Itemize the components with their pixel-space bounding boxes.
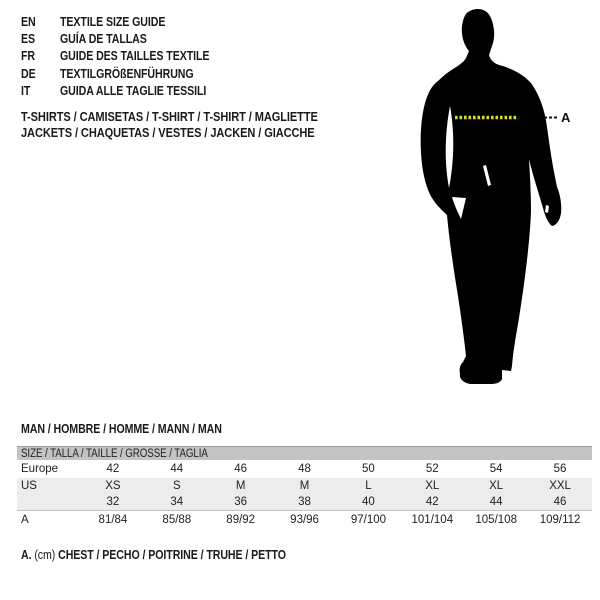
size-cell: XL (400, 478, 464, 494)
size-cell: 109/112 (539, 514, 581, 526)
size-cell: 56 (553, 463, 567, 475)
language-guide-title: GUÍA DE TALLAS (60, 32, 147, 47)
measurement-footnote (21, 548, 333, 562)
table-row-us-numeric (17, 494, 592, 511)
row-label: US (17, 478, 81, 494)
man-silhouette (421, 9, 562, 384)
size-cell: L (337, 478, 401, 494)
size-table-header: SIZE / TALLA / TAILLE / GRÖSSE / TAGLIA (17, 447, 592, 461)
size-cell: 42 (106, 463, 120, 475)
size-cell: 81/84 (98, 514, 128, 526)
size-cell: 105/108 (475, 514, 517, 526)
footnote-text: CHEST / PECHO / POITRINE / TRUHE / PETTO (58, 548, 286, 562)
size-cell: 48 (298, 463, 311, 475)
size-cell: 46 (234, 463, 248, 475)
size-cell: 54 (489, 463, 503, 475)
table-row-europe (17, 460, 592, 478)
size-cell: 52 (425, 463, 439, 475)
language-code: DE (21, 66, 36, 81)
table-row-us (17, 478, 592, 494)
size-cell: 46 (528, 494, 592, 511)
size-cell: M (209, 478, 273, 494)
size-cell: 85/88 (162, 514, 192, 526)
size-cell: XL (464, 478, 528, 494)
language-code: IT (21, 84, 31, 99)
footnote-unit: (cm) (34, 548, 56, 562)
row-label: A (21, 514, 29, 526)
size-cell: M (273, 478, 337, 494)
size-cell: 44 (464, 494, 528, 511)
category-line-tshirts: T-SHIRTS / CAMISETAS / T-SHIRT / T-SHIRT / MAGLIETTE (21, 109, 318, 124)
size-cell: 32 (81, 494, 145, 511)
measure-label-a: A (561, 110, 571, 125)
size-cell: 38 (273, 494, 337, 511)
size-cell: 44 (170, 463, 184, 475)
row-label (17, 494, 81, 511)
size-cell: 42 (400, 494, 464, 511)
table-row-chest-cm (17, 511, 592, 530)
footnote-prefix: A. (21, 548, 32, 562)
size-cell: 36 (209, 494, 273, 511)
section-title-man: MAN / HOMBRE / HOMME / MANN / MAN (21, 422, 222, 436)
size-cell: XS (81, 478, 145, 494)
language-code: ES (21, 32, 36, 47)
size-cell: XXL (528, 478, 592, 494)
size-cell: 93/96 (290, 514, 319, 526)
size-cell: 97/100 (350, 514, 387, 526)
size-table (17, 446, 592, 529)
row-label: Europe (21, 463, 59, 475)
size-cell: 50 (362, 463, 375, 475)
language-guide-title: GUIDA ALLE TAGLIE TESSILI (60, 84, 207, 99)
size-cell: S (145, 478, 209, 494)
size-cell: 89/92 (226, 514, 256, 526)
language-guide-title: TEXTILGRÖßENFÜHRUNG (60, 66, 194, 81)
category-line-jackets: JACKETS / CHAQUETAS / VESTES / JACKEN / GIACCHE (21, 125, 315, 141)
language-guide-title: TEXTILE SIZE GUIDE (60, 14, 166, 29)
language-guide-title: GUIDE DES TAILLES TEXTILE (60, 49, 210, 64)
language-code: EN (21, 14, 36, 29)
size-cell: 40 (337, 494, 401, 511)
size-cell: 101/104 (411, 514, 454, 526)
size-table-header-row (17, 447, 592, 461)
size-cell: 34 (145, 494, 209, 511)
language-code: FR (21, 49, 35, 64)
